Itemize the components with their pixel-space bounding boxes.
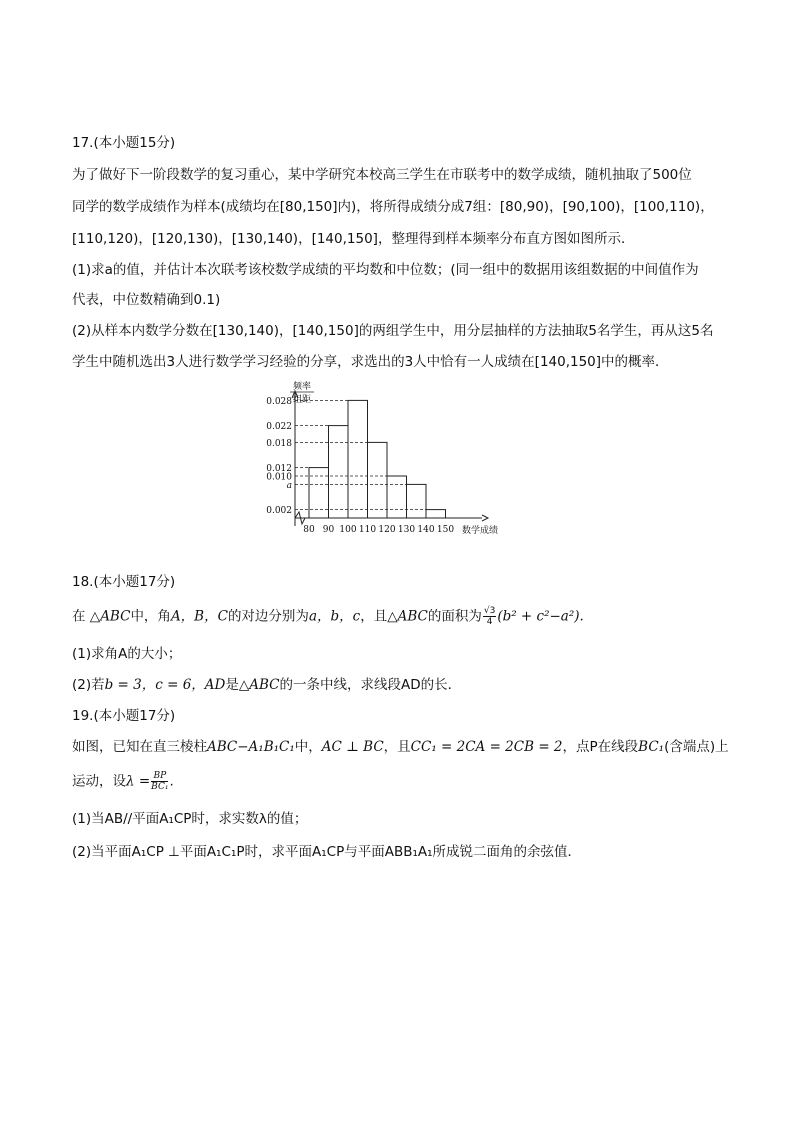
q18-triangle-name: ABC: [397, 608, 428, 625]
q17-part2-cont: 学生中随机选出3人进行数学学习经验的分享，求选出的3人中恰有一人成绩在[140,150]中的概率．: [72, 354, 669, 370]
q19-text: 中，: [294, 739, 322, 755]
y-axis-label-bottom: 组距: [292, 395, 312, 405]
y-axis-label-top: 频率: [292, 382, 312, 392]
q19-stem: [72, 737, 729, 757]
histogram-bar: [426, 510, 446, 518]
q18-text: 是: [225, 677, 239, 693]
q18-frac-den: 4: [486, 617, 493, 627]
q18-triangle-name: ABC: [100, 608, 131, 625]
q18-text: 的一条中线，求线段AD的长．: [279, 677, 462, 693]
x-tick-label: 100: [339, 525, 357, 535]
q17-text-line: [110,120)，[120,130)，[130,140)，[140,150]，整理得到样本频率分布直方图如图所示．: [72, 231, 635, 247]
q18-frac-num: √3: [483, 606, 496, 616]
histogram-bar: [407, 484, 427, 518]
q19-header: 19.(本小题17分): [72, 708, 176, 724]
q19-fraction: [151, 771, 168, 792]
q18-text: ，且: [360, 608, 388, 625]
q19-frac-den: BC₁: [151, 782, 169, 792]
y-tick-label: a: [286, 480, 292, 491]
q19-perp: AC ⊥ BC: [321, 739, 384, 755]
q17-part2: (2)从样本内数学分数在[130,140)，[140,150]的两组学生中，用分层抽样的方法抽取5名学生，再从这5名: [72, 323, 714, 339]
histogram-bar: [348, 400, 368, 518]
q18-text: 的面积为: [427, 608, 482, 625]
q19-equation: CC₁ = 2CA = 2CB = 2: [410, 739, 563, 755]
q18-given-values: b = 3，c = 6，AD: [104, 677, 226, 693]
x-tick-label: 80: [303, 525, 315, 535]
q19-text: 如图，已知在直三棱柱: [72, 739, 207, 755]
q18-text: 中，角: [130, 608, 171, 625]
x-tick-label: 130: [397, 525, 416, 535]
q19-part1: (1)当AB//平面A₁CP时，求实数λ的值；: [72, 811, 308, 827]
q18-fraction: [483, 606, 496, 627]
q18-header: 18.(本小题17分): [72, 574, 176, 590]
x-tick-label: 150: [436, 525, 455, 535]
q19-segment: BC₁: [638, 739, 665, 755]
q18-triangle-name: ABC: [249, 677, 280, 693]
q19-stem-cont: [72, 771, 174, 792]
histogram-bar: [309, 468, 329, 518]
q18-text: (2)若: [72, 677, 105, 693]
q19-text: (含端点)上: [664, 739, 729, 755]
q18-area-expr: (b² + c²−a²).: [497, 608, 584, 625]
q17-text-line: 为了做好下一阶段数学的复习重心，某中学研究本校高三学生在市联考中的数学成绩，随机抽取了500位: [72, 167, 692, 183]
q17-header: 17.(本小题15分): [72, 135, 176, 151]
y-tick-label: 0.028: [266, 396, 292, 407]
y-tick-label: 0.002: [266, 506, 292, 517]
q18-text: 在: [72, 608, 86, 625]
histogram-bar: [368, 442, 388, 518]
q19-text: ，且: [383, 739, 411, 755]
q17-text-line: 同学的数学成绩作为样本(成绩均在[80,150]内)，将所得成绩分成7组：[80,90)，[90,100)，[100,110)，: [72, 199, 714, 215]
q18-triangle-symbol: △: [89, 608, 101, 625]
q17-part1-cont: 代表，中位数精确到0.1): [72, 292, 221, 308]
q19-text: .: [169, 773, 174, 790]
q19-text: 运动，设: [72, 773, 126, 790]
q18-stem: [72, 606, 584, 627]
x-tick-label: 90: [322, 525, 335, 535]
q17-part1: (1)求a的值，并估计本次联考该校数学成绩的平均数和中位数；(同一组中的数据用该组数据的中间值作为: [72, 262, 699, 278]
frequency-histogram: [250, 378, 510, 543]
histogram-bar: [387, 476, 407, 518]
x-axis-arrow: [482, 515, 488, 521]
q19-text: ，点P在线段: [562, 739, 639, 755]
q18-text: 的对边分别为: [227, 608, 309, 625]
y-tick-label: 0.010: [266, 472, 292, 483]
q18-part1: (1)求角A的大小；: [72, 646, 182, 662]
x-axis-label: 数学成绩: [461, 526, 499, 536]
q18-angles: A，B，C: [170, 608, 228, 625]
q18-triangle-symbol: △: [387, 608, 398, 625]
x-tick-label: 140: [417, 525, 435, 535]
q19-lambda: λ =: [126, 773, 151, 790]
y-tick-label: 0.018: [266, 438, 292, 449]
q19-frac-num: BP: [151, 771, 168, 782]
y-tick-label: 0.012: [266, 464, 292, 475]
histogram-bar: [329, 426, 349, 518]
x-tick-label: 120: [378, 525, 396, 535]
q18-triangle-symbol: △: [238, 677, 250, 693]
q19-prism: ABC−A₁B₁C₁: [207, 739, 295, 755]
q18-part2: [72, 675, 461, 695]
x-tick-label: 110: [358, 525, 377, 535]
q19-part2: (2)当平面A₁CP ⊥平面A₁C₁P时，求平面A₁CP与平面ABB₁A₁所成锐二面角的余弦值．: [72, 844, 582, 860]
q18-sides: a，b，c: [308, 608, 361, 625]
y-tick-label: 0.022: [266, 422, 292, 433]
